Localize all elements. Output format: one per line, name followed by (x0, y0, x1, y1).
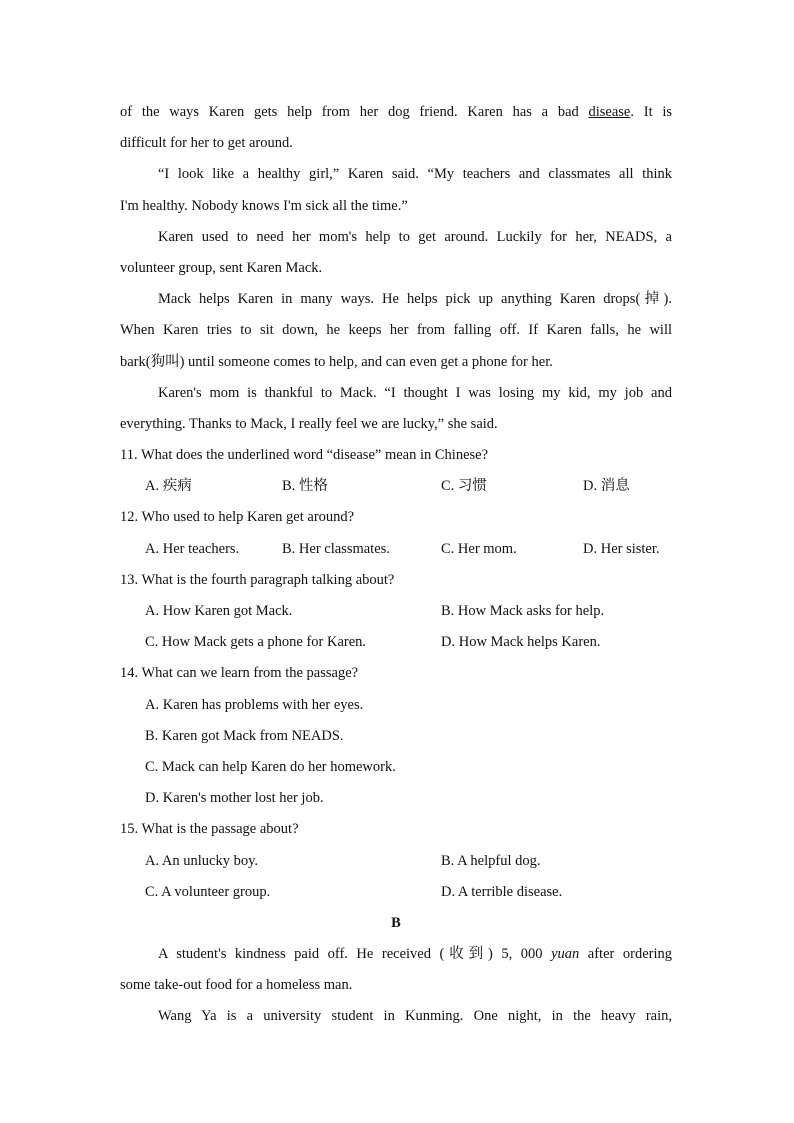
paragraph-line (120, 318, 672, 349)
text-run: Wang Ya is a university student in Kunming. One night, in the heavy rain, (158, 1008, 672, 1025)
question-stem: 15. What is the passage about? (120, 821, 299, 838)
options-row (120, 786, 672, 817)
text-run: volunteer group, sent Karen Mack. (120, 259, 323, 276)
text-run: When Karen tries to sit down, he keeps her from falling off. If Karen falls, he will (120, 322, 672, 339)
italic-word: yuan (551, 946, 580, 963)
answer-option[interactable]: A. Her teachers. (145, 540, 240, 557)
section-heading: B (391, 914, 401, 931)
answer-option[interactable]: C. How Mack gets a phone for Karen. (145, 634, 367, 651)
options-row (120, 474, 672, 505)
paragraph-line (120, 131, 672, 162)
answer-option[interactable]: B. A helpful dog. (441, 852, 541, 869)
options-row (120, 630, 672, 661)
options-row (120, 755, 672, 786)
paragraph-first-line (120, 942, 672, 973)
underlined-word: disease (588, 104, 631, 120)
paragraph-line (120, 973, 672, 1004)
text-run: everything. Thanks to Mack, I really feel we are lucky,” she said. (120, 415, 498, 432)
options-row (120, 849, 672, 880)
paragraph-line (120, 194, 672, 225)
answer-option[interactable]: B. Karen got Mack from NEADS. (145, 727, 344, 744)
text-run: I'm healthy. Nobody knows I'm sick all the time.” (120, 197, 408, 214)
options-row (120, 599, 672, 630)
answer-option[interactable]: D. Her sister. (583, 540, 660, 557)
options-row (120, 537, 672, 568)
text-run: after ordering (579, 946, 672, 963)
answer-option[interactable]: D. Karen's mother lost her job. (145, 790, 324, 807)
answer-option[interactable]: A. An unlucky boy. (145, 852, 259, 869)
question-stem: 13. What is the fourth paragraph talking about? (120, 571, 395, 588)
paragraph-first-line (120, 1004, 672, 1035)
answer-option[interactable]: D. 消息 (583, 478, 630, 495)
passage-b (120, 911, 672, 1036)
paragraph-first-line (120, 162, 672, 193)
text-run: “I look like a healthy girl,” Karen said. “My teachers and classmates all think (158, 166, 672, 183)
text-run: difficult for her to get around. (120, 135, 293, 152)
answer-option[interactable]: A. Karen has problems with her eyes. (145, 696, 364, 713)
questions-section (120, 443, 672, 911)
paragraph-line (120, 350, 672, 381)
options-row (120, 724, 672, 755)
text-run: . It is (630, 104, 673, 120)
answer-option[interactable]: B. Her classmates. (282, 540, 390, 557)
answer-option[interactable]: C. Mack can help Karen do her homework. (145, 758, 396, 775)
text-run: A student's kindness paid off. He received (收到) 5, 000 (158, 946, 552, 963)
question-stem: 14. What can we learn from the passage? (120, 665, 359, 682)
answer-option[interactable]: B. 性格 (282, 478, 328, 495)
passage-a (120, 100, 672, 443)
question-stem: 11. What does the underlined word “disease” mean in Chinese? (120, 447, 489, 464)
text-run: Karen's mom is thankful to Mack. “I thought I was losing my kid, my job and (158, 384, 672, 401)
paragraph-line (120, 412, 672, 443)
answer-option[interactable]: A. How Karen got Mack. (145, 603, 293, 619)
answer-option[interactable]: C. A volunteer group. (145, 883, 271, 900)
answer-option[interactable]: B. How Mack asks for help. (441, 603, 605, 619)
text-run: Karen used to need her mom's help to get around. Luckily for her, NEADS, a (158, 228, 672, 245)
paragraph-line (120, 100, 672, 131)
paragraph-line (120, 256, 672, 287)
paragraph-first-line (120, 381, 672, 412)
question-stem: 12. Who used to help Karen get around? (120, 509, 355, 526)
answer-option[interactable]: C. 习惯 (441, 478, 487, 495)
paragraph-first-line (120, 225, 672, 256)
text-run: of the ways Karen gets help from her dog friend. Karen has a bad (120, 104, 589, 120)
answer-option[interactable]: D. How Mack helps Karen. (441, 634, 601, 651)
answer-option[interactable]: D. A terrible disease. (441, 883, 563, 900)
options-row (120, 693, 672, 724)
text-run: some take-out food for a homeless man. (120, 977, 353, 994)
exam-page (120, 100, 672, 1036)
text-run: Mack helps Karen in many ways. He helps pick up anything Karen drops(掉). (158, 291, 672, 308)
text-run: bark(狗叫) until someone comes to help, and can even get a phone for her. (120, 353, 553, 370)
answer-option[interactable]: A. 疾病 (145, 478, 192, 495)
options-row (120, 880, 672, 911)
answer-option[interactable]: C. Her mom. (441, 540, 517, 557)
paragraph-first-line (120, 287, 672, 318)
